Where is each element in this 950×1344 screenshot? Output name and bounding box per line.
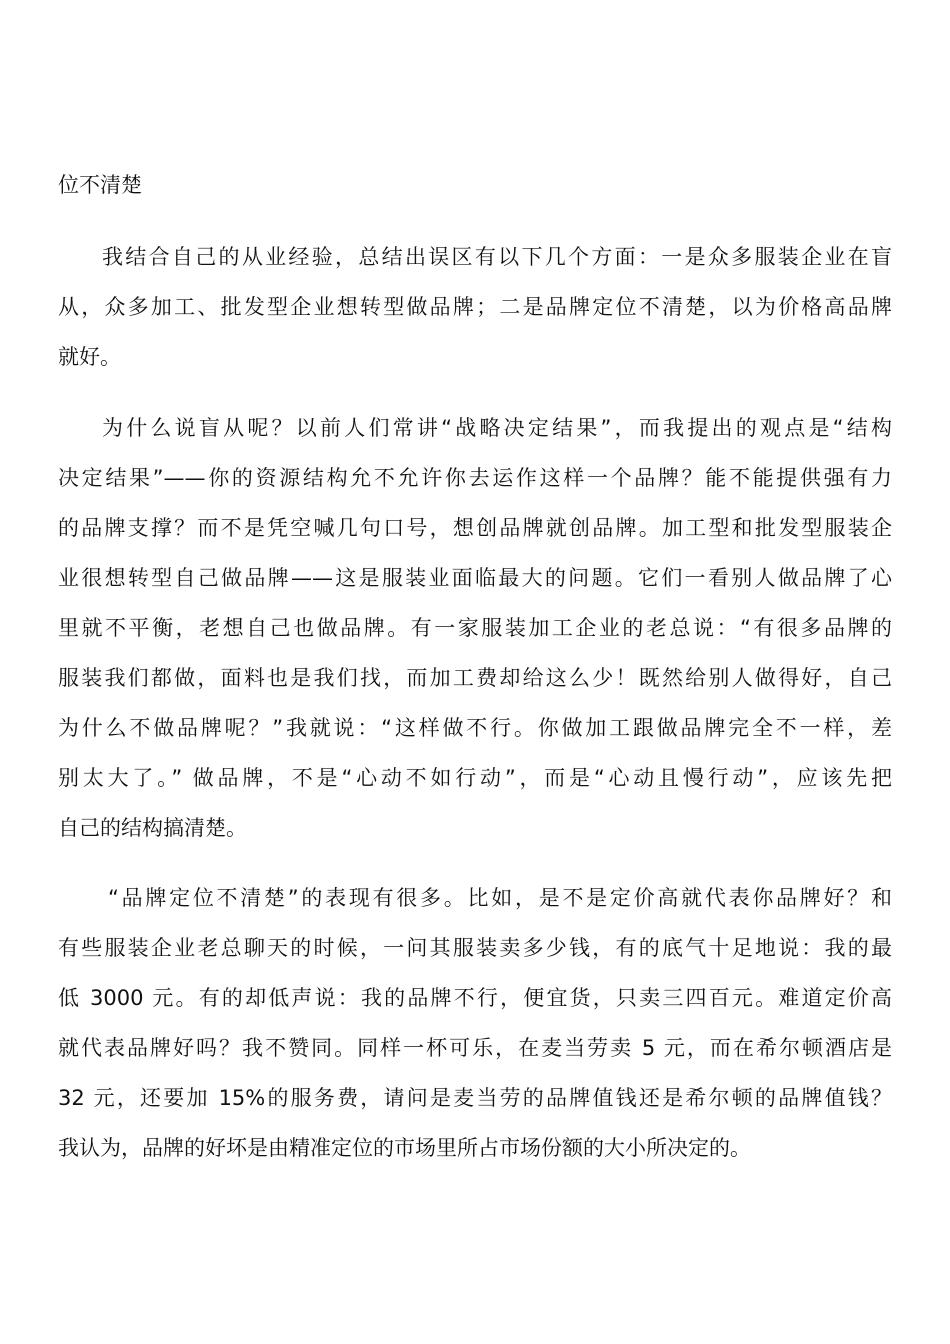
text-line: 服装我们都做，面料也是我们找，而加工费却给这么少！既然给别人做得好，自己 xyxy=(58,666,892,690)
text-line: 就代表品牌好吗？我不赞同。同样一杯可乐，在麦当劳卖 5 元，而在希尔顿酒店是 xyxy=(58,1036,892,1060)
paragraph-1 xyxy=(58,232,892,382)
text-line: 32 元，还要加 15%的服务费，请问是麦当劳的品牌值钱还是希尔顿的品牌值钱？ xyxy=(58,1086,892,1110)
heading-fragment xyxy=(58,160,892,210)
text-line: 位不清楚 xyxy=(58,173,142,197)
text-line: 我结合自己的从业经验，总结出误区有以下几个方面：一是众多服装企业在盲 xyxy=(102,245,892,269)
text-line: 业很想转型自己做品牌——这是服装业面临最大的问题。它们一看别人做品牌了心 xyxy=(58,566,892,590)
text-line: 决定结果”——你的资源结构允不允许你去运作这样一个品牌？能不能提供强有力 xyxy=(58,466,892,490)
text-line: 为什么不做品牌呢？”我就说：“这样做不行。你做加工跟做品牌完全不一样，差 xyxy=(58,716,892,740)
paragraph-3 xyxy=(58,873,892,1173)
text-line: 低 3000 元。有的却低声说：我的品牌不行，便宜货，只卖三四百元。难道定价高 xyxy=(58,986,892,1010)
text-line: 自己的结构搞清楚。 xyxy=(58,816,247,840)
paragraph-2 xyxy=(58,403,892,853)
text-line: 里就不平衡，老想自己也做品牌。有一家服装加工企业的老总说：“有很多品牌的 xyxy=(58,616,892,640)
text-line: 从，众多加工、批发型企业想转型做品牌；二是品牌定位不清楚，以为价格高品牌 xyxy=(58,295,892,319)
text-line: 的品牌支撑？而不是凭空喊几句口号，想创品牌就创品牌。加工型和批发型服装企 xyxy=(58,516,892,540)
text-line: 我认为，品牌的好坏是由精准定位的市场里所占市场份额的大小所决定的。 xyxy=(58,1136,751,1160)
text-line: “品牌定位不清楚”的表现有很多。比如，是不是定价高就代表你品牌好？和 xyxy=(108,886,892,910)
text-line: 别太大了。” 做品牌，不是“心动不如行动”，而是“心动且慢行动”，应该先把 xyxy=(58,766,892,790)
text-line: 为什么说盲从呢？以前人们常讲“战略决定结果”，而我提出的观点是“结构 xyxy=(102,416,892,440)
text-line: 就好。 xyxy=(58,345,121,369)
text-line: 有些服装企业老总聊天的时候，一问其服装卖多少钱，有的底气十足地说：我的最 xyxy=(58,936,892,960)
